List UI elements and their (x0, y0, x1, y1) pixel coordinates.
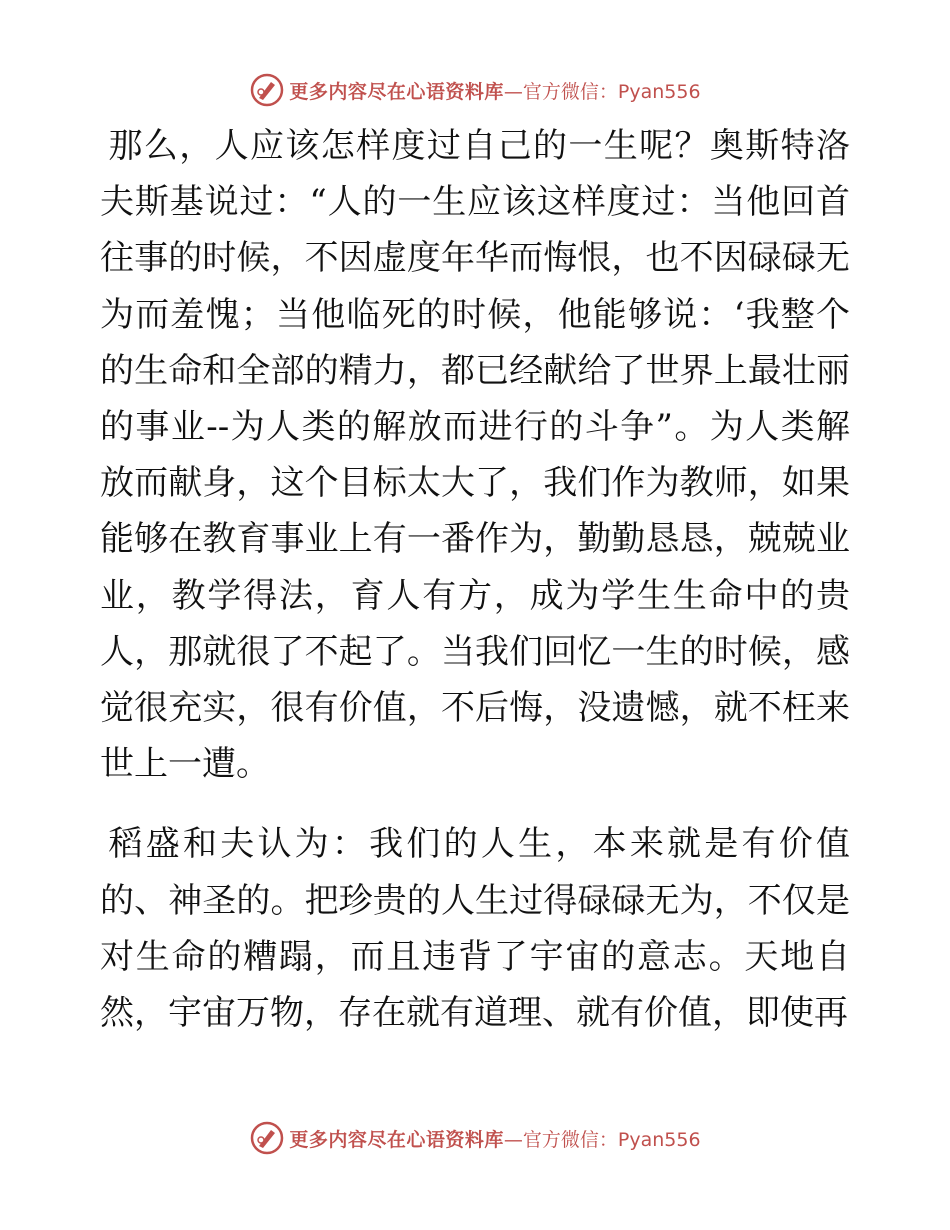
banner-main-text: 更多内容尽在心语资料库 (289, 1128, 504, 1151)
paragraph-1: 那么，人应该怎样度过自己的一生呢？奥斯特洛夫斯基说过：“人的一生应该这样度过：当他回首往事的时候，不因虚度年华而悔恨，也不因碌碌无为而羞愧；当他临死的时候，他能够说：‘我整个的生命和全部的精力，都已经献给了世界上最壮丽的事业--为人类的解放而进行的斗争”。为人类解放而献身，这个目标太大了，我们作为教师，如果能够在教育事业上有一番作为，勤勤恳恳，兢兢业业，教学得法，育人有方，成为学生生命中的贵人，那就很了不起了。当我们回忆一生的时候，感觉很充实，很有价值，不后悔，没遗憾，就不枉来世上一遭。 (100, 126, 850, 785)
banner-wechat-text: —官方微信：Pyan556 (503, 1128, 701, 1151)
header-banner (0, 70, 950, 110)
paragraph-2: 稻盛和夫认为：我们的人生，本来就是有价值的、神圣的。把珍贵的人生过得碌碌无为，不仅是对生命的糟蹋，而且违背了宇宙的意志。天地自然，宇宙万物，存在就有道理、就有价值，即使再 (100, 824, 850, 1034)
footer-banner (0, 1118, 950, 1158)
banner-wechat-text: —官方微信：Pyan556 (503, 80, 701, 103)
banner-main-text: 更多内容尽在心语资料库 (289, 80, 504, 103)
document-body (100, 118, 850, 1041)
pen-seal-logo-icon (249, 1120, 285, 1156)
pen-seal-logo-icon (249, 72, 285, 108)
